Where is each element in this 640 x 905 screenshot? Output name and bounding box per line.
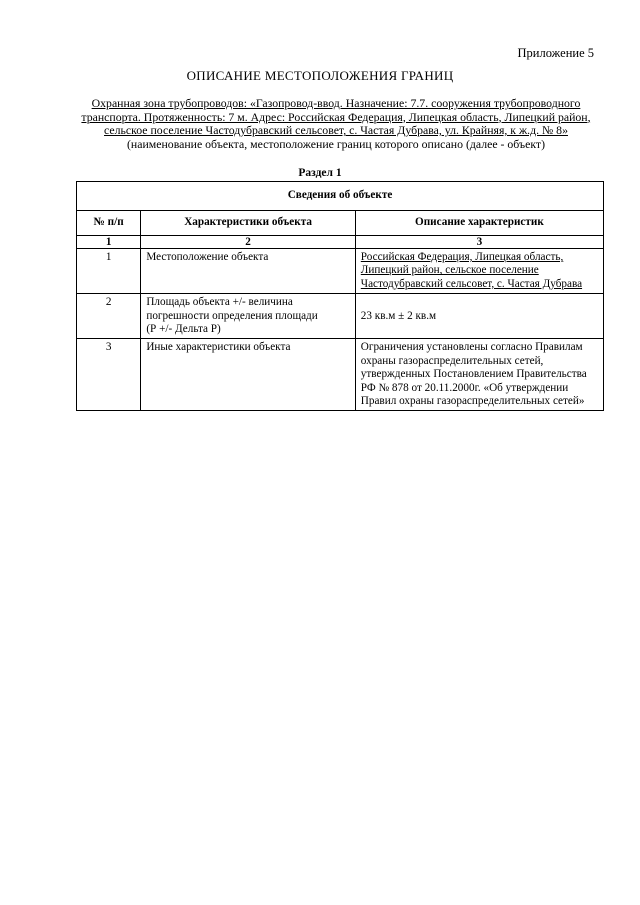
description-line: Российская Федерация, Липецкая область,: [360, 251, 564, 263]
row-number: 1: [77, 249, 141, 294]
row-number: 2: [77, 294, 141, 339]
characteristic-line: Иные характеристики объекта: [146, 341, 291, 354]
header-description: Описание характеристик: [355, 211, 603, 236]
row-description: [355, 294, 603, 339]
object-name-line: Охранная зона трубопроводов: «Газопровод-ввод. Назначение: 7.7. сооружения трубопроводного: [91, 96, 581, 110]
object-name-block: [80, 97, 592, 151]
row-description: [355, 339, 603, 411]
column-number: 1: [77, 236, 141, 249]
column-number: 2: [141, 236, 355, 249]
column-number-row: [77, 236, 604, 249]
document-title: ОПИСАНИЕ МЕСТОПОЛОЖЕНИЯ ГРАНИЦ: [186, 68, 454, 83]
description-line: Частодубравский сельсовет, с. Частая Дубрава: [360, 277, 583, 290]
table-row: [77, 339, 604, 411]
characteristic-line: (Р +/- Дельта Р): [146, 323, 221, 336]
description-line: Правил охраны газораспределительных сетей»: [360, 395, 585, 408]
table-row: [77, 249, 604, 294]
description-line: Ограничения установлены согласно Правилам: [360, 341, 583, 354]
table-caption: Сведения об объекте: [77, 182, 604, 211]
row-number: 3: [77, 339, 141, 411]
object-caption: (наименование объекта, местоположение границ которого описано (далее - объект): [126, 136, 546, 151]
section-heading: Раздел 1: [298, 167, 342, 179]
row-description: [355, 249, 603, 294]
column-number: 3: [355, 236, 603, 249]
object-info-table: [76, 181, 604, 411]
description-line: утвержденных Постановлением Правительства: [360, 368, 587, 381]
table-header-row: [77, 211, 604, 236]
table-row: [77, 294, 604, 339]
row-characteristic: [141, 339, 355, 411]
table-caption-row: [77, 182, 604, 211]
object-name-line: сельское поселение Частодубравский сельсовет, с. Частая Дубрава, ул. Крайняя, к ж.д. № 8»: [104, 123, 568, 137]
description-line: РФ № 878 от 20.11.2000г. «Об утверждении: [360, 381, 569, 394]
description-line: Липецкий район, сельское поселение: [360, 264, 539, 277]
description-line: 23 кв.м ± 2 кв.м: [360, 309, 437, 322]
row-characteristic: [141, 294, 355, 339]
header-number: № п/п: [77, 211, 141, 236]
row-characteristic: [141, 249, 355, 294]
characteristic-line: погрешности определения площади: [146, 309, 318, 322]
characteristic-line: Площадь объекта +/- величина: [146, 296, 293, 309]
appendix-label: Приложение 5: [517, 46, 594, 60]
object-name-line: транспорта. Протяженность: 7 м. Адрес: Российская Федерация, Липецкая область, Липецкий район,: [81, 109, 591, 124]
description-line: охраны газораспределительных сетей,: [360, 354, 544, 367]
header-characteristic: Характеристики объекта: [141, 211, 355, 236]
characteristic-line: Местоположение объекта: [146, 251, 269, 263]
